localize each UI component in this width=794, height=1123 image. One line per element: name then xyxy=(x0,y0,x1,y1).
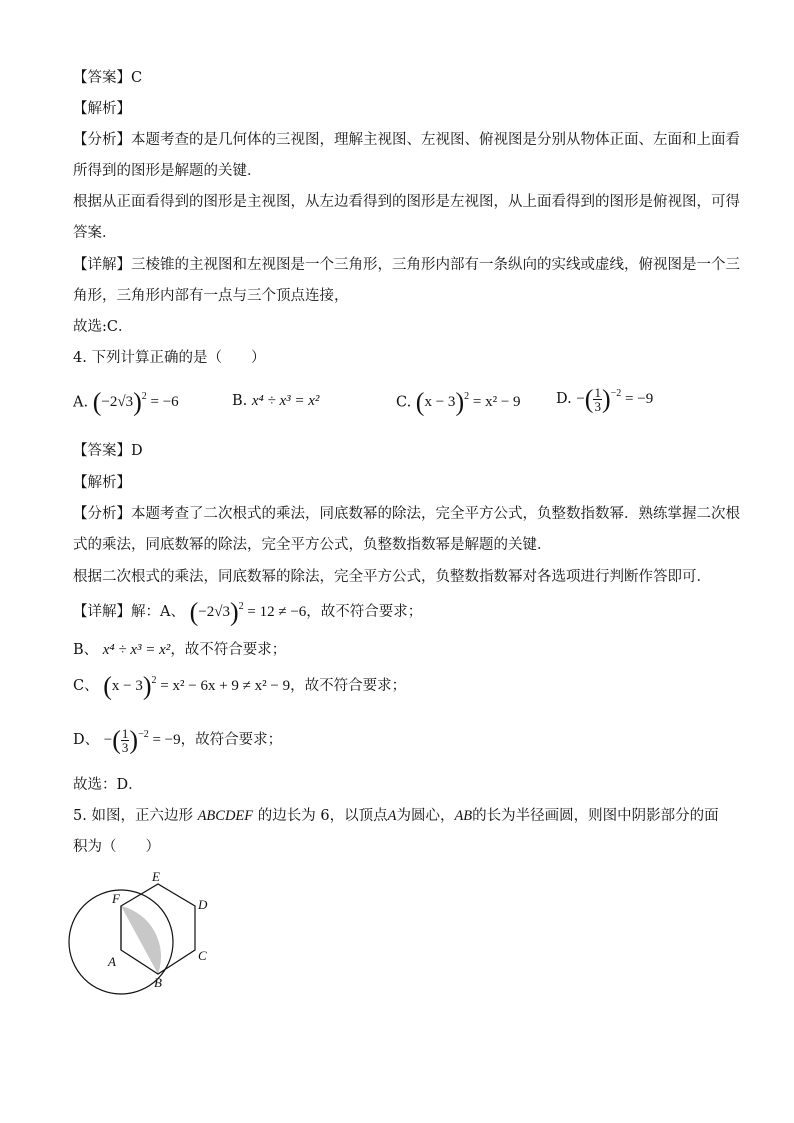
q3-detail-line-2: 角形，三角形内部有一点与三个顶点连接， xyxy=(73,288,349,304)
label-e: E xyxy=(152,869,160,884)
q4-stem: 4. 下列计算正确的是（ ） xyxy=(73,350,266,366)
option-b-label: B. xyxy=(232,393,248,409)
q3-analysis-line-4: 答案． xyxy=(73,225,117,241)
option-d-expr: −( $\frac{1}{3}$ )$^{-2}$ = −9 xyxy=(576,384,654,414)
shaded-region xyxy=(121,906,161,974)
q4-analysis-line-1: 【分析】本题考查了二次根式的乘法，同底数幂的除法，完全平方公式，负整数指数幂．熟练掌握二次根 xyxy=(73,506,740,522)
q4-option-a xyxy=(73,388,179,417)
q3-analysis-line-2: 所得到的图形是解题的关键． xyxy=(73,163,262,179)
detail-c-exp: 2 xyxy=(151,675,157,686)
option-a-exp: 2 xyxy=(141,391,147,403)
detail-d-rhs: = −9 xyxy=(152,731,181,748)
q5-stem-part-c: 为圆心， xyxy=(396,808,455,824)
q5-figure xyxy=(60,860,230,1005)
option-a-expr: $(-2√3)^2 = -6$ xyxy=(92,388,179,417)
q5-stem-line-2: 积为（ ） xyxy=(73,839,160,855)
option-a-lhs: −2√3 xyxy=(101,394,134,411)
detail-a-rhs: = 12 ≠ −6 xyxy=(247,604,307,620)
q3-analysis-heading: 【解析】 xyxy=(73,101,131,117)
q4-detail-c: C、 $(x - 3)^2 = x^2 - 6x + 9 \ne x^2 - 9$，故不符合要求； xyxy=(73,671,407,701)
fraction-denominator: 3 xyxy=(121,740,129,755)
q3-analysis-line-1: 【分析】本题考查的是几何体的三视图，理解主视图、左视图、俯视图是分别从物体正面、左面和上面看 xyxy=(73,132,740,148)
q4-analysis-line-2: 式的乘法，同底数幂的除法，完全平方公式，负整数指数幂是解题的关键． xyxy=(73,537,552,553)
q4-option-b xyxy=(232,393,319,410)
option-d-label: D. xyxy=(556,390,572,407)
option-a-rhs: = −6 xyxy=(150,394,179,411)
detail-c-lhs: x − 3 xyxy=(111,678,143,694)
detail-b-prefix: B、 xyxy=(73,642,99,658)
q5-stem-part-b: 的边长为 6，以顶点 xyxy=(257,808,388,824)
detail-a-lhs: −2√3 xyxy=(198,604,230,620)
q3-detail-line-1: 【详解】三棱锥的主视图和左视图是一个三角形，三角形内部有一条纵向的实线或虚线，俯视图是一个三 xyxy=(73,257,740,273)
detail-c-tail: ，故不符合要求； xyxy=(290,678,407,694)
fraction-numerator: 1 xyxy=(121,726,129,741)
detail-c-rhs: = x² − 6x + 9 ≠ x² − 9 xyxy=(160,678,291,694)
q3-answer: 【答案】C xyxy=(73,70,143,86)
q4-option-d xyxy=(556,386,653,413)
detail-d-prefix: D、 xyxy=(73,731,100,748)
option-a-label: A. xyxy=(73,394,89,411)
label-a: A xyxy=(108,954,116,969)
q5-point-a: A xyxy=(387,808,397,824)
detail-d-exp: −2 xyxy=(138,728,149,740)
option-d-rhs: = −9 xyxy=(625,390,654,407)
q5-segment-ab: AB xyxy=(454,808,473,824)
option-c-expr: $(x - 3)^2 = x^2 - 9$ xyxy=(415,388,521,417)
option-d-exp: −2 xyxy=(610,387,622,399)
label-f: F xyxy=(112,891,120,906)
detail-a-prefix: 【详解】解：A、 xyxy=(73,604,185,620)
fraction-numerator: 1 xyxy=(594,385,601,400)
detail-b-expr: x⁴ ÷ x³ = x² xyxy=(102,642,171,658)
option-c-lhs: x − 3 xyxy=(424,394,456,411)
q3-choice: 故选:C． xyxy=(73,319,133,335)
detail-a-exp: 2 xyxy=(238,601,244,612)
detail-c-prefix: C、 xyxy=(73,678,99,694)
q3-analysis-line-3: 根据从正面看得到的图形是主视图，从左边看得到的图形是左视图，从上面看得到的图形是俯视图，可得 xyxy=(73,194,740,210)
detail-a-tail: ，故不符合要求； xyxy=(306,604,423,620)
option-c-exp: 2 xyxy=(464,391,470,403)
q5-stem-part-d: 的长为半径画圆，则图中阴影部分的面 xyxy=(472,808,719,824)
detail-d-tail: ，故符合要求； xyxy=(180,731,283,748)
label-c: C xyxy=(198,948,207,963)
q4-option-c xyxy=(396,388,521,417)
fraction-denominator: 3 xyxy=(594,399,601,414)
option-c-rhs: = x² − 9 xyxy=(472,394,521,411)
label-b: B xyxy=(154,975,162,990)
q4-choice: 故选：D． xyxy=(73,777,143,793)
option-c-label: C. xyxy=(396,394,412,411)
q4-analysis-line-3: 根据二次根式的乘法，同底数幂的除法，完全平方公式，负整数指数幂对各选项进行判断作答即可． xyxy=(73,569,711,585)
q5-hexagon-name: ABCDEF xyxy=(197,808,254,824)
q5-stem-line-1 xyxy=(73,806,719,826)
option-d-fraction xyxy=(593,386,602,413)
option-b-expr: x⁴ ÷ x³ = x² xyxy=(251,393,320,409)
label-d: D xyxy=(198,897,208,912)
q4-detail-a: 【详解】解：A、 $(-2√3)^2 = 12 \ne -6$，故不符合要求； xyxy=(73,597,423,627)
detail-b-tail: ，故不符合要求； xyxy=(170,642,287,658)
q5-stem-part-a: 5. 如图，正六边形 xyxy=(73,808,193,824)
q4-analysis-heading: 【解析】 xyxy=(73,475,131,491)
q4-detail-b xyxy=(73,640,286,660)
q4-detail-d: D、 −( $\frac{1}{3}$ )$^{-2}$ = −9，故符合要求； xyxy=(73,725,283,755)
q4-answer: 【答案】D xyxy=(73,443,143,459)
